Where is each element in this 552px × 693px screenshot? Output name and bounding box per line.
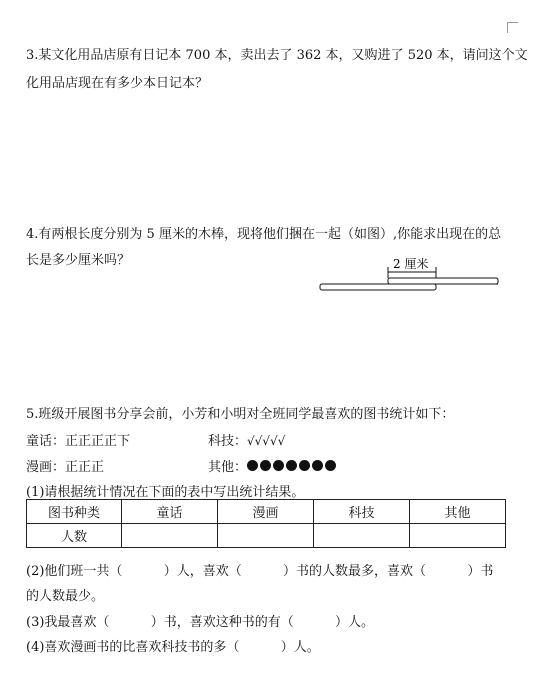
tally-science (208, 430, 285, 449)
tally-dot (299, 460, 310, 471)
table-header-cell: 科技 (314, 500, 410, 524)
tally-story-marks: 正正正正下 (65, 434, 131, 449)
tally-dot (312, 460, 323, 471)
q3-line1: 3.某文化用品店原有日记本 700 本，卖出去了 362 本，又购进了 520 本，请问这个文 (26, 48, 528, 63)
table-header-cell: 图书种类 (27, 500, 122, 524)
tally-dot (325, 460, 336, 471)
tally-other-label: 其他： (208, 460, 248, 475)
q5-part2-line2: 的人数最少。 (26, 589, 105, 604)
tally-story (26, 430, 130, 449)
table-header-cell: 童话 (122, 500, 218, 524)
q5-part4: (4)喜欢漫画书的比喜欢科技书的多（ ）人。 (26, 640, 320, 655)
statistics-table (26, 499, 506, 548)
tally-dot (247, 460, 258, 471)
q5-part1: (1)请根据统计情况在下面的表中写出统计结果。 (26, 485, 305, 500)
page-corner-mark (507, 22, 518, 33)
table-answer-cell[interactable] (314, 524, 410, 548)
table-answer-cell[interactable] (218, 524, 314, 548)
figure-label: 2 厘米 (393, 257, 429, 271)
table-answer-cell[interactable] (410, 524, 506, 548)
tally-other-dots (247, 458, 338, 473)
tally-story-label: 童话： (26, 434, 66, 449)
q3-line2: 化用品店现在有多少本日记本？ (26, 76, 209, 91)
table-row (27, 524, 506, 548)
tally-dot (273, 460, 284, 471)
q4-line1: 4.有两根长度分别为 5 厘米的木棒，现将他们捆在一起（如图）,你能求出现在的总 (26, 227, 502, 242)
q4-line2: 长是多少厘米吗？ (26, 253, 131, 268)
q5-part2-line1: (2)他们班一共（ ）人，喜欢（ ）书的人数最多，喜欢（ ）书 (26, 564, 494, 579)
table-row-label: 人数 (27, 524, 122, 548)
tally-dot (260, 460, 271, 471)
tally-dot (286, 460, 297, 471)
tally-comic (26, 456, 104, 475)
tally-comic-label: 漫画： (26, 460, 66, 475)
tally-comic-marks: 正正正 (65, 460, 105, 475)
table-header-cell: 其他 (410, 500, 506, 524)
stick-figure (300, 250, 510, 298)
q5-intro: 5.班级开展图书分享会前，小芳和小明对全班同学最喜欢的图书统计如下： (26, 407, 455, 422)
stick-bottom (320, 284, 436, 290)
table-header-cell: 漫画 (218, 500, 314, 524)
table-answer-cell[interactable] (122, 524, 218, 548)
q5-part3: (3)我最喜欢（ ）书，喜欢这种书的有（ ）人。 (26, 615, 375, 630)
tally-science-label: 科技： (208, 434, 248, 449)
tally-other (208, 456, 338, 475)
tally-science-marks: √√√√√ (247, 434, 286, 448)
table-header-row (27, 500, 506, 524)
stick-top (388, 278, 498, 284)
